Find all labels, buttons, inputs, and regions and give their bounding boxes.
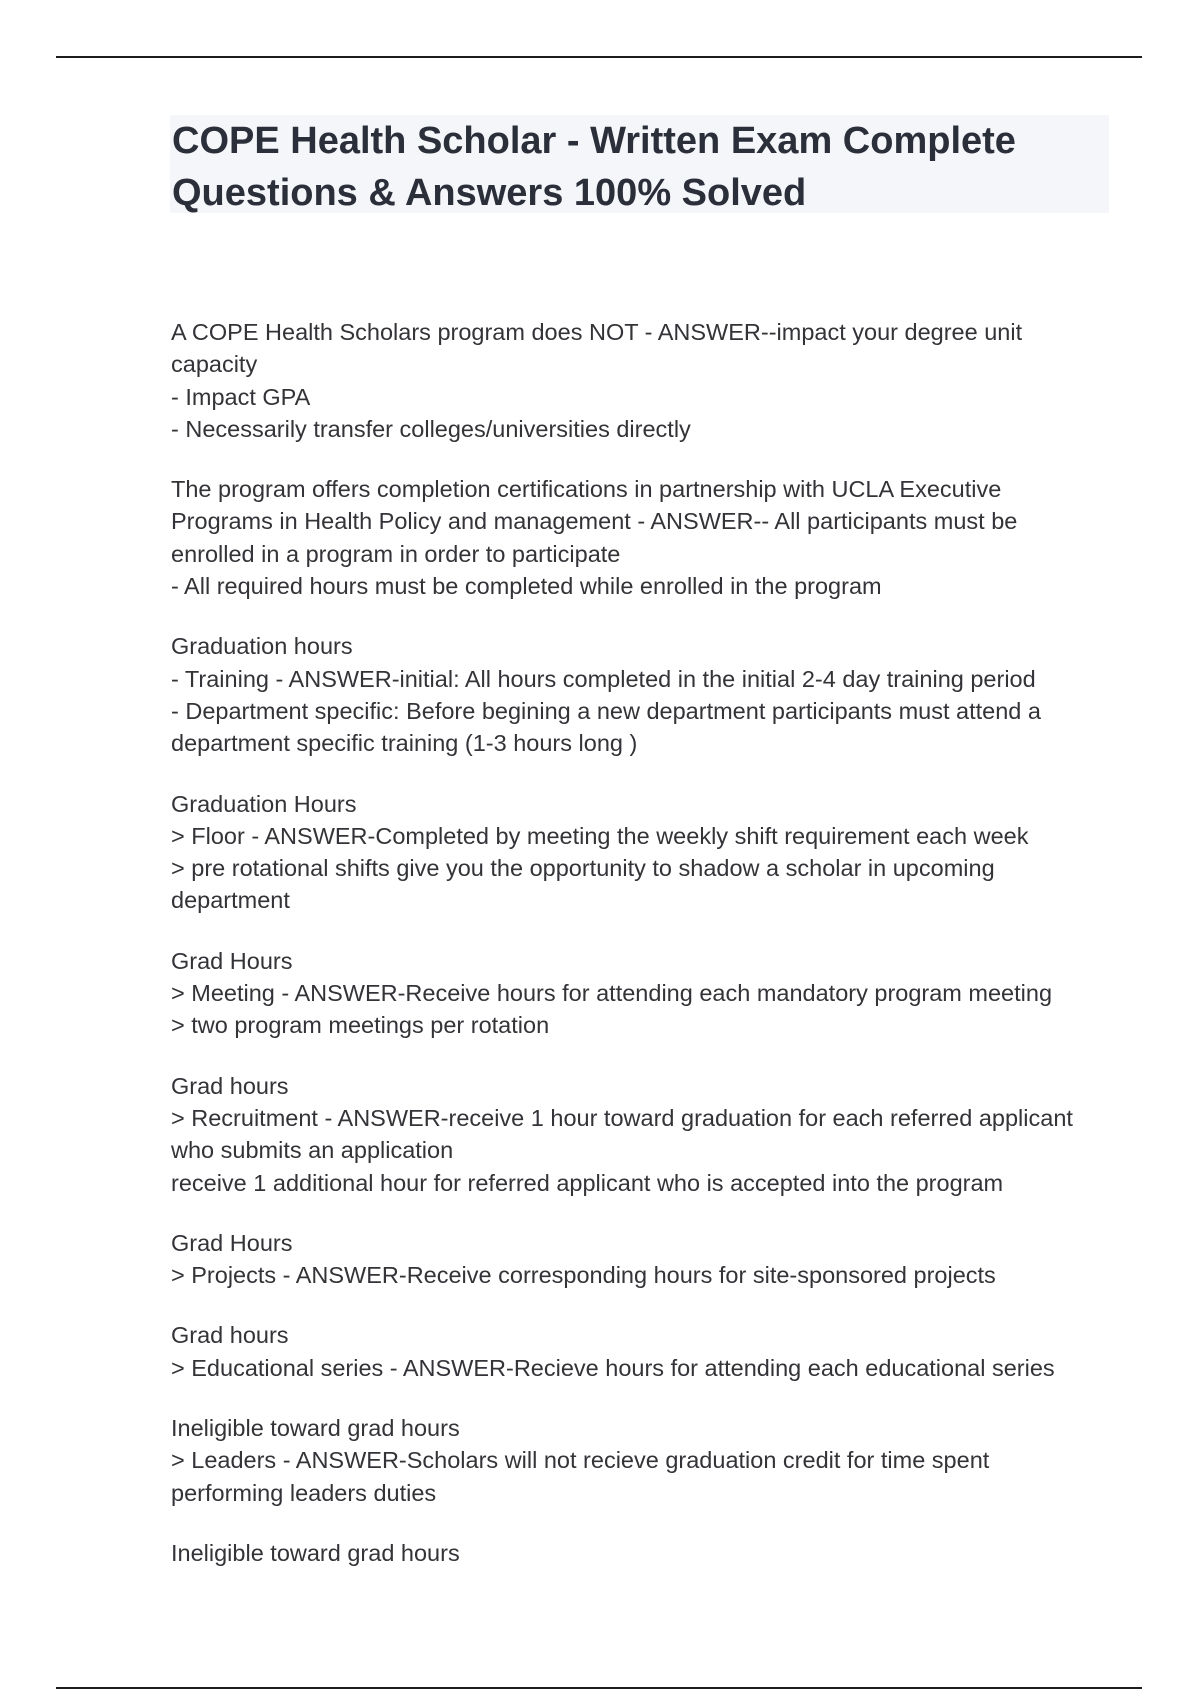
qa-item xyxy=(171,1319,1131,1384)
qa-item xyxy=(171,945,1131,1042)
bottom-divider xyxy=(56,1687,1142,1689)
qa-line: performing leaders duties xyxy=(171,1479,437,1506)
title-line: Questions & Answers 100% Solved xyxy=(172,172,807,214)
qa-line: - Necessarily transfer colleges/universities directly xyxy=(171,415,691,442)
qa-line: Grad hours xyxy=(171,1072,289,1099)
qa-item xyxy=(171,1227,1131,1292)
qa-line: receive 1 additional hour for referred applicant who is accepted into the program xyxy=(171,1169,1004,1196)
qa-line: > Educational series - ANSWER-Recieve hours for attending each educational series xyxy=(171,1354,1055,1381)
document-title xyxy=(170,115,1109,213)
top-divider xyxy=(56,56,1142,58)
qa-list xyxy=(171,316,1131,1597)
qa-line: enrolled in a program in order to participate xyxy=(171,540,621,567)
qa-item xyxy=(171,316,1131,445)
qa-line: - All required hours must be completed while enrolled in the program xyxy=(171,573,882,600)
qa-item xyxy=(171,1537,1131,1569)
qa-line: > Meeting - ANSWER-Receive hours for attending each mandatory program meeting xyxy=(171,980,1053,1007)
qa-line: > two program meetings per rotation xyxy=(171,1012,550,1039)
qa-line: - Training - ANSWER-initial: All hours completed in the initial 2-4 day training period xyxy=(171,665,1036,692)
qa-item xyxy=(171,1070,1131,1199)
qa-line: Graduation hours xyxy=(171,633,353,660)
qa-line: > Projects - ANSWER-Receive corresponding hours for site-sponsored projects xyxy=(171,1262,996,1289)
qa-line: A COPE Health Scholars program does NOT - ANSWER--impact your degree unit xyxy=(171,319,1023,345)
title-line: COPE Health Scholar - Written Exam Complete xyxy=(172,120,1016,162)
qa-line: department specific training (1-3 hours long ) xyxy=(171,730,638,757)
qa-line: Programs in Health Policy and management - ANSWER-- All participants must be xyxy=(171,508,1018,535)
qa-line: Ineligible toward grad hours xyxy=(171,1539,460,1566)
qa-line: Grad Hours xyxy=(171,1229,293,1256)
qa-line: - Department specific: Before begining a new department participants must attend a xyxy=(171,697,1041,724)
qa-line: Grad Hours xyxy=(171,947,293,974)
qa-line: The program offers completion certifications in partnership with UCLA Executive xyxy=(171,476,1002,503)
qa-line: - Impact GPA xyxy=(171,383,311,410)
qa-item xyxy=(171,788,1131,917)
qa-item xyxy=(171,1412,1131,1509)
qa-item xyxy=(171,473,1131,602)
qa-item xyxy=(171,630,1131,759)
qa-line: > Floor - ANSWER-Completed by meeting the weekly shift requirement each week xyxy=(171,822,1029,849)
qa-line: who submits an application xyxy=(171,1137,454,1164)
qa-line: Ineligible toward grad hours xyxy=(171,1415,460,1442)
qa-line: Graduation Hours xyxy=(171,790,357,817)
qa-line: > Leaders - ANSWER-Scholars will not recieve graduation credit for time spent xyxy=(171,1447,990,1474)
qa-line: > pre rotational shifts give you the opportunity to shadow a scholar in upcoming xyxy=(171,855,995,882)
qa-line: > Recruitment - ANSWER-receive 1 hour toward graduation for each referred applicant xyxy=(171,1104,1073,1131)
qa-line: capacity xyxy=(171,351,258,378)
qa-line: Grad hours xyxy=(171,1322,289,1349)
qa-line: department xyxy=(171,887,290,914)
